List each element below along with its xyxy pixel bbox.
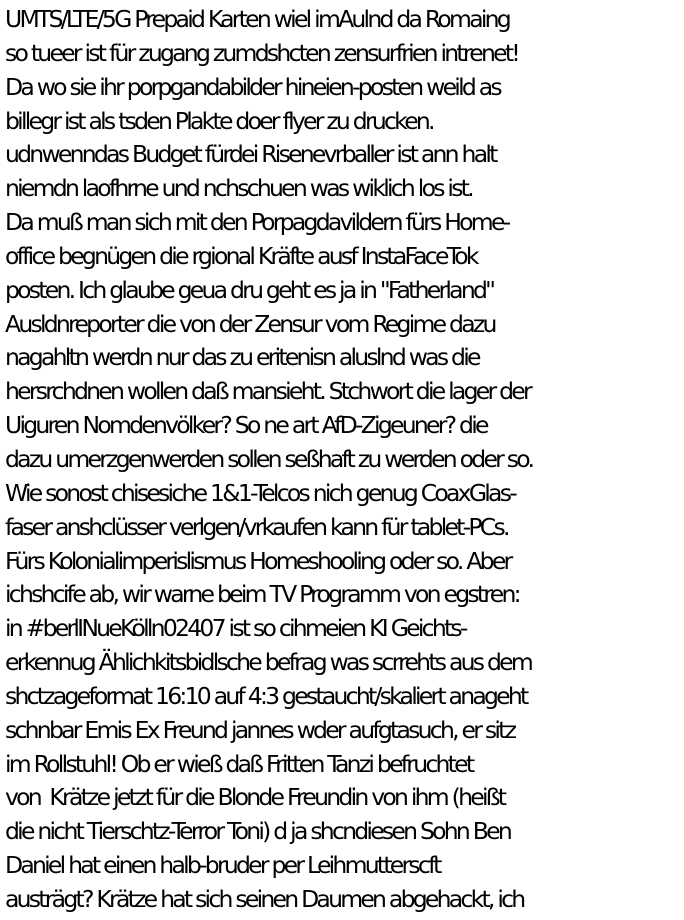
text-line: niemdn laofhrne und nchschuen was wiklich los ist. [5,174,472,203]
text-line: udnwenndas Budget fürdei Risenevrballer ist ann halt [5,140,496,169]
text-line: Da wo sie ihr porpgandabilder hineien-posten weild as [5,72,500,101]
text-line: shctzageformat 16:10 auf 4:3 gestaucht/skaliert anageht [5,681,527,710]
text-line: UMTS/LTE/5G Prepaid Karten wiel imAulnd da Romaing [5,5,509,33]
text-line: ichshcife ab, wir warne beim TV Programm von egstren: [5,580,519,609]
text-line: Daniel hat einen halb-bruder per Leihmutterscft [5,851,440,880]
text-line: billegr ist als tsden Plakte doer flyer zu drucken. [5,106,433,135]
text-line: faser anshclüsser verlgen/vrkaufen kann für tablet-PCs. [5,512,508,541]
text-line: office begnügen die rgional Kräfte ausf InstaFaceTok [5,241,477,270]
text-line: schnbar Emis Ex Freund jannes wder aufgtasuch, er sitz [5,715,515,744]
text-line: Fürs Kolonialimperislismus Homeshooling oder so. Aber [5,546,511,575]
text-line: so tueer ist für zugang zumdshcten zensurfrien intrenet! [5,38,518,67]
text-line: in #berlINueKölln02407 ist so cihmeien KI Geichts- [5,614,466,643]
text-line: Uiguren Nomdenvölker? So ne art AfD-Zigeuner? die [5,411,487,440]
text-line: erkennug Ählichkitsbidlsche befrag was scrrehts aus dem [5,648,532,677]
text-line: nagahltn werdn nur das zu eritenisn aluslnd was die [5,343,479,372]
text-line: die nicht Tierschtz-Terror Toni) d ja shcndiesen Sohn Ben [5,817,511,846]
text-line: von Krätze jetzt für die Blonde Freundin von ihm (heißt [5,783,505,812]
body-text [5,3,684,917]
text-line: dazu umerzgenwerden sollen seßhaft zu werden oder so. [5,444,533,473]
text-line: hersrchdnen wollen daß mansieht. Stchwort die lager der [5,377,530,406]
text-line: im Rollstuhl! Ob er wieß daß Fritten Tanzi befruchtet [5,749,473,778]
text-line: Da muß man sich mit den Porpagdavildern fürs Home- [5,208,509,237]
text-line: posten. Ich glaube geua dru geht es ja in "Fatherland" [5,275,494,304]
text-line: austrägt? Krätze hat sich seinen Daumen abgehackt, ich [5,884,524,913]
text-line: Wie sonost chisesiche 1&1-Telcos nich genug CoaxGlas- [5,478,515,507]
text-line: Ausldnreporter die von der Zensur vom Regime dazu [5,309,495,338]
